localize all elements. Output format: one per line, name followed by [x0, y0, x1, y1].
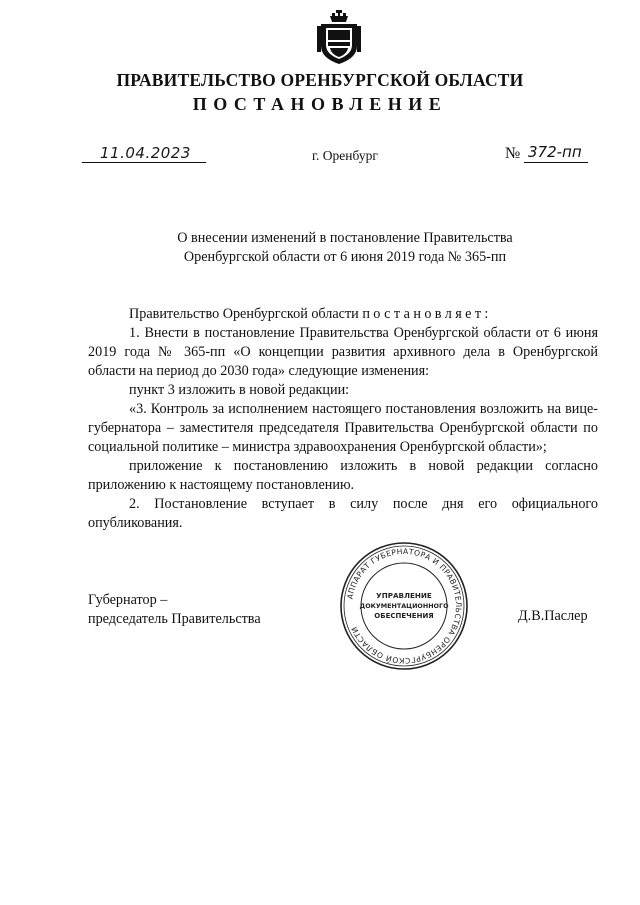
- coat-of-arms-emblem: [317, 10, 361, 66]
- signatory-name: Д.В.Паслер: [518, 608, 588, 624]
- number-underline: [524, 162, 588, 163]
- signatory-title-line-1: Губернатор –: [88, 592, 168, 608]
- paragraph-2: пункт 3 изложить в новой редакции:: [129, 382, 350, 398]
- decree-date: 11.04.2023: [100, 144, 191, 162]
- paragraph-3: «3. Контроль за исполнением настоящего постановления возложить на вице-губернатора – заместителя председателя Правительства Оренбургской области по социальной политике – министра здравоохранения Оренбургской области»;: [88, 401, 598, 455]
- government-title: ПРАВИТЕЛЬСТВО ОРЕНБУРГСКОЙ ОБЛАСТИ: [116, 70, 524, 90]
- stamp-center-line-3: ОБЕСПЕЧЕНИЯ: [374, 612, 434, 620]
- decree-subject: [0, 229, 640, 267]
- paragraph-4: приложение к постановлению изложить в новой редакции согласно приложению к настоящему постановлению.: [88, 458, 598, 493]
- resolves-word: постановляет:: [362, 306, 492, 322]
- preamble-paragraph: [88, 305, 598, 324]
- official-stamp: [338, 540, 470, 672]
- signatory-title: [88, 591, 261, 629]
- preamble-text: Правительство Оренбургской области: [129, 306, 359, 322]
- date-underline: [82, 162, 206, 163]
- decree-number: 372-пп: [528, 143, 582, 161]
- signatory-title-line-2: председатель Правительства: [88, 611, 261, 627]
- stamp-center-line-1: УПРАВЛЕНИЕ: [376, 591, 432, 600]
- city-name: г. Оренбург: [312, 148, 378, 163]
- paragraph-5: 2. Постановление вступает в силу после дня его официального опубликования.: [88, 496, 598, 531]
- decree-body: [88, 305, 598, 533]
- stamp-ring-text: АППАРАТ ГУБЕРНАТОРА И ПРАВИТЕЛЬСТВА ОРЕНБУРГСКОЙ ОБЛАСТИ: [345, 546, 464, 666]
- stamp-center-line-2: ДОКУМЕНТАЦИОННОГО: [359, 602, 449, 610]
- subject-line-1: О внесении изменений в постановление Правительства: [177, 230, 513, 246]
- paragraph-1: 1. Внести в постановление Правительства Оренбургской области от 6 июня 2019 года № 365-пп «О концепции развития архивного дела в Оренбургской области на период до 2030 года» следующие изменения:: [88, 325, 598, 379]
- document-type-title: ПОСТАНОВЛЕНИЕ: [192, 94, 448, 114]
- number-label: №: [505, 145, 521, 162]
- subject-line-2: Оренбургской области от 6 июня 2019 года № 365-пп: [183, 249, 507, 265]
